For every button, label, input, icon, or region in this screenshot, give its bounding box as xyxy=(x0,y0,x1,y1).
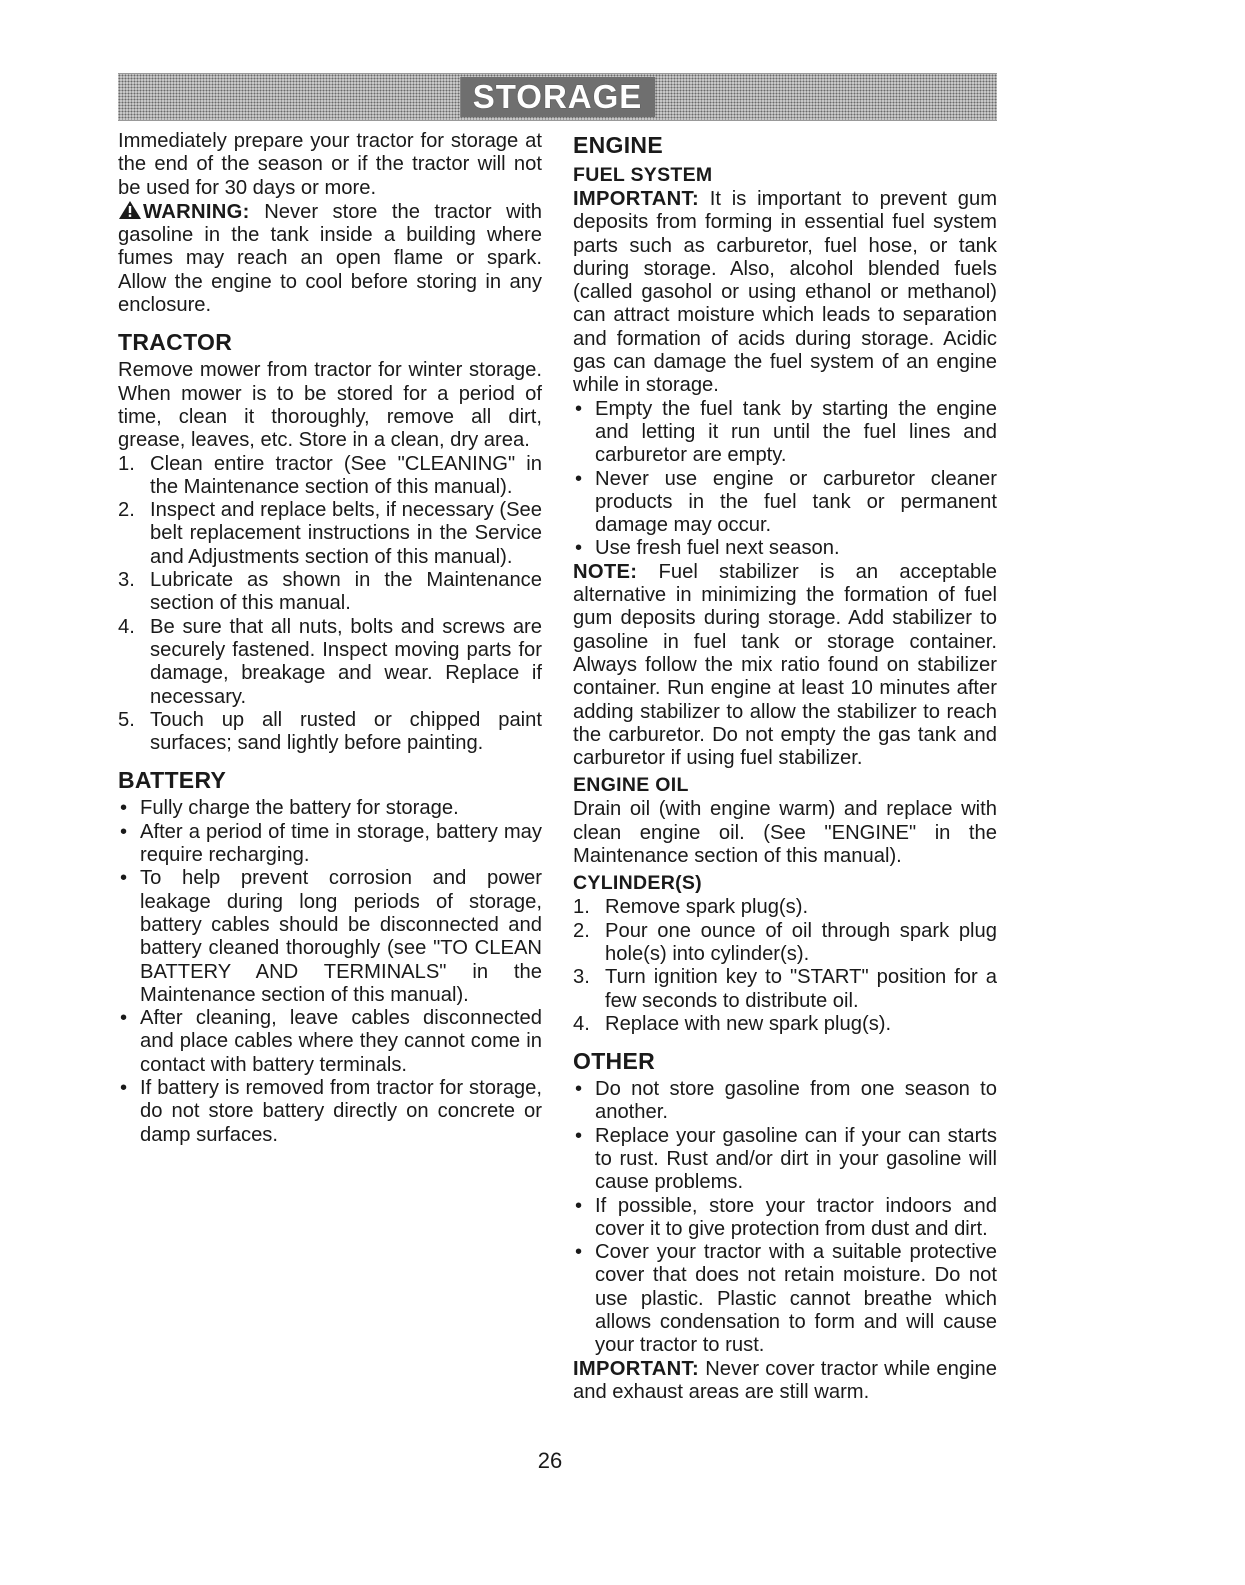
tractor-step: 2. Inspect and replace belts, if necessary (See belt replacement instructions in the Service and Adjustments section of this manual). xyxy=(118,499,542,568)
cylinders-heading: CYLINDER(S) xyxy=(573,872,702,895)
fuel-item: • Use fresh fuel next season. xyxy=(575,537,840,560)
fuel-note-text: Fuel stabilizer is an acceptable alternative in minimizing the formation of fuel gum deposits during storage. Add stabilizer to gasoline in fuel tank or storage container. Always follow the mix ratio found on stabilizer container. Run engine at least 10 minutes after adding stabilizer to allow the stabilizer to reach the carburetor. Do not empty the gas tank and carburetor if using fuel stabilizer. xyxy=(573,560,997,770)
cylinders-steps xyxy=(573,896,997,1036)
other-list xyxy=(573,1078,997,1358)
tractor-step: 1. Clean entire tractor (See "CLEANING" in the Maintenance section of this manual). xyxy=(118,452,542,498)
battery-item: • Fully charge the battery for storage. xyxy=(120,797,459,820)
other-item: • Replace your gasoline can if your can starts to rust. Rust and/or dirt in your gasoline will cause problems. xyxy=(575,1124,997,1194)
fuel-note-label: NOTE: xyxy=(573,560,638,583)
fuel-important-label: IMPORTANT: xyxy=(573,188,699,210)
other-item: • Do not store gasoline from one season to another. xyxy=(575,1078,997,1124)
page-number: 26 xyxy=(537,1448,563,1473)
other-heading: OTHER xyxy=(573,1048,655,1075)
battery-item: • After cleaning, leave cables disconnected and place cables where they cannot come in contact with battery terminals. xyxy=(120,1007,542,1076)
battery-item: • After a period of time in storage, battery may require recharging. xyxy=(120,820,542,867)
engine-oil-paragraph: Drain oil (with engine warm) and replace with clean engine oil. (See "ENGINE" in the Maintenance section of this manual). xyxy=(573,798,997,868)
warning-triangle-icon xyxy=(118,200,142,220)
fuel-item: • Empty the fuel tank by starting the engine and letting it run until the fuel lines and carburetor are empty. xyxy=(575,397,997,467)
fuel-item: • Never use engine or carburetor cleaner products in the fuel tank or permanent damage may occur. xyxy=(575,467,997,537)
other-important-paragraph xyxy=(573,1358,997,1405)
right-column xyxy=(573,130,997,1404)
tractor-heading: TRACTOR xyxy=(118,329,233,356)
battery-heading: BATTERY xyxy=(118,767,227,794)
tractor-step: 5. Touch up all rusted or chipped paint surfaces; sand lightly before painting. xyxy=(118,708,542,755)
left-column xyxy=(118,130,542,1147)
warning-label: WARNING: xyxy=(143,200,250,223)
cylinder-step: 2. Pour one ounce of oil through spark plug hole(s) into cylinder(s). xyxy=(573,919,997,965)
intro-paragraph: Immediately prepare your tractor for storage at the end of the season or if the tractor will not be used for 30 days or more. xyxy=(118,130,542,199)
tractor-step: 4. Be sure that all nuts, bolts and screws are securely fastened. Inspect moving parts for damage, breakage and wear. Replace if necessary. xyxy=(118,615,542,708)
fuel-system-heading: FUEL SYSTEM xyxy=(573,164,713,186)
cylinder-step: 1. Remove spark plug(s). xyxy=(573,896,809,919)
banner-title: STORAGE xyxy=(460,77,656,117)
other-item: • If possible, store your tractor indoors and cover it to give protection from dust and dirt. xyxy=(575,1194,997,1240)
fuel-important-text: It is important to prevent gum deposits from forming in essential fuel system parts such as carburetor, fuel hose, or tank during storage. Also, alcohol blended fuels (called gasohol or using ethanol or methanol) can attract moisture which leads to separation and formation of acids during storage. Acidic gas can damage the fuel system of an engine while in storage. xyxy=(573,188,998,397)
other-important-label: IMPORTANT: xyxy=(573,1357,699,1380)
fuel-note-paragraph xyxy=(573,561,997,771)
cylinder-step: 4. Replace with new spark plug(s). xyxy=(573,1012,892,1035)
warning-text: Never store the tractor with gasoline in the tank inside a building where fumes may reach an open flame or spark. Allow the engine to cool before storing in any enclosure. xyxy=(118,200,543,317)
fuel-list xyxy=(573,398,997,561)
engine-heading: ENGINE xyxy=(573,132,663,158)
warning-paragraph xyxy=(118,200,542,317)
cylinder-step: 3. Turn ignition key to "START" position for a few seconds to distribute oil. xyxy=(573,966,997,1012)
tractor-step: 3. Lubricate as shown in the Maintenance section of this manual. xyxy=(118,569,542,615)
other-item: • Cover your tractor with a suitable protective cover that does not retain moisture. Do not use plastic. Plastic cannot breathe which allows condensation to form and will cause your tractor to rust. xyxy=(575,1241,997,1357)
tractor-paragraph: Remove mower from tractor for winter storage. When mower is to be stored for a period of time, clean it thoroughly, remove all dirt, grease, leaves, etc. Store in a clean, dry area. xyxy=(118,359,542,452)
battery-list xyxy=(118,797,542,1146)
storage-banner xyxy=(118,73,997,121)
fuel-important-paragraph xyxy=(573,188,997,398)
engine-oil-heading: ENGINE OIL xyxy=(573,774,689,797)
battery-item: • To help prevent corrosion and power leakage during long periods of storage, battery cables should be disconnected and battery cleaned thoroughly (see "TO CLEAN BATTERY AND TERMINALS" in the Maintenance section of this manual). xyxy=(120,867,542,1006)
battery-item: • If battery is removed from tractor for storage, do not store battery directly on concrete or damp surfaces. xyxy=(120,1076,542,1146)
other-important-text: Never cover tractor while engine and exhaust areas are still warm. xyxy=(573,1357,997,1403)
tractor-steps xyxy=(118,453,542,756)
